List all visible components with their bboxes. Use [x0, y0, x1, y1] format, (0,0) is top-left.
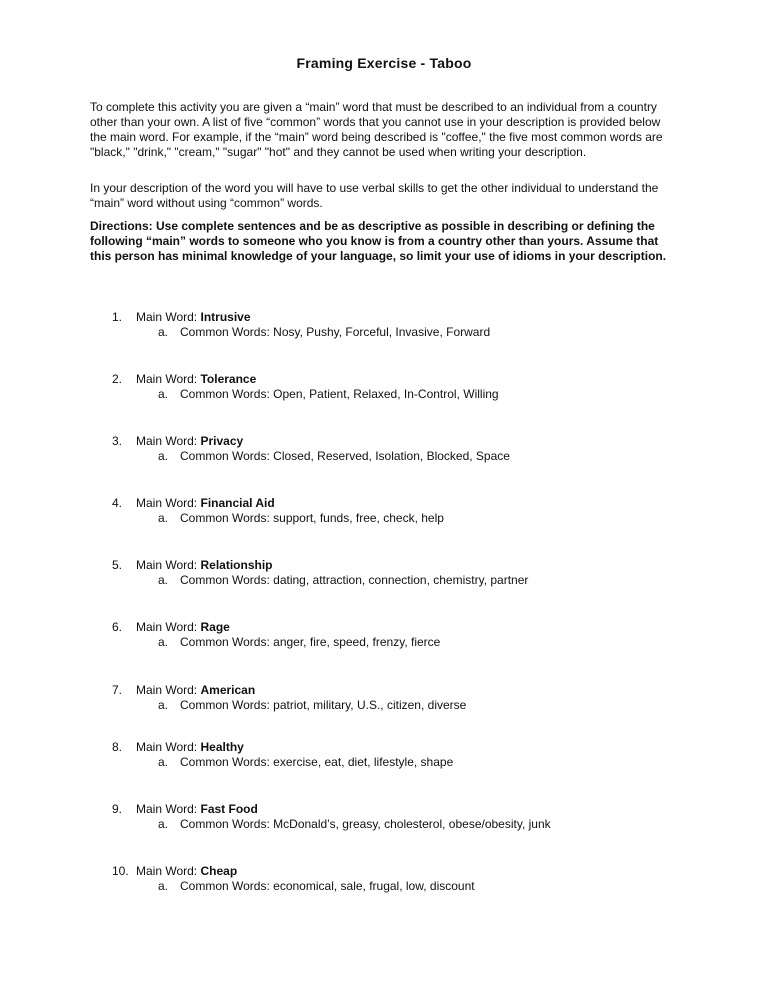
main-word-prefix: Main Word:	[136, 620, 198, 634]
common-words-prefix: Common Words:	[180, 755, 270, 769]
main-word-line	[136, 683, 255, 698]
main-word-prefix: Main Word:	[136, 310, 198, 324]
main-word: Intrusive	[200, 310, 251, 324]
common-words-line	[158, 573, 528, 588]
main-word: Tolerance	[200, 372, 257, 386]
common-words-line	[158, 449, 510, 464]
main-word-line	[136, 620, 230, 635]
sub-letter: a.	[158, 387, 169, 401]
item-number: 1.	[112, 310, 123, 324]
item-number: 7.	[112, 683, 123, 697]
item-number: 4.	[112, 496, 123, 510]
common-words: Open, Patient, Relaxed, In-Control, Willing	[273, 387, 499, 401]
main-word: American	[200, 683, 256, 697]
common-words: Closed, Reserved, Isolation, Blocked, Space	[273, 449, 510, 463]
common-words-line	[158, 879, 475, 894]
main-word: Financial Aid	[200, 496, 275, 510]
common-words-line	[158, 635, 440, 650]
main-word: Cheap	[200, 864, 238, 878]
common-words-line	[158, 698, 466, 713]
common-words: dating, attraction, connection, chemistry, partner	[273, 573, 529, 587]
sub-letter: a.	[158, 635, 169, 649]
common-words-line	[158, 755, 453, 770]
common-words-line	[158, 817, 551, 832]
main-word: Privacy	[200, 434, 244, 448]
common-words: support, funds, free, check, help	[273, 511, 444, 525]
common-words-prefix: Common Words:	[180, 698, 270, 712]
item-number: 8.	[112, 740, 123, 754]
common-words-line	[158, 387, 499, 402]
second-paragraph: In your description of the word you will have to use verbal skills to get the other individual to understand the “main” word without using “common” words.	[90, 181, 659, 210]
common-words: McDonald’s, greasy, cholesterol, obese/obesity, junk	[273, 817, 551, 831]
common-words-line	[158, 511, 444, 526]
common-words-prefix: Common Words:	[180, 879, 270, 893]
common-words: anger, fire, speed, frenzy, fierce	[273, 635, 441, 649]
item-number: 6.	[112, 620, 123, 634]
main-word-prefix: Main Word:	[136, 683, 198, 697]
main-word: Relationship	[200, 558, 273, 572]
common-words-prefix: Common Words:	[180, 573, 270, 587]
common-words-line	[158, 325, 490, 340]
sub-letter: a.	[158, 755, 169, 769]
sub-letter: a.	[158, 879, 169, 893]
sub-letter: a.	[158, 511, 169, 525]
main-word-prefix: Main Word:	[136, 372, 198, 386]
main-word: Healthy	[200, 740, 244, 754]
common-words-prefix: Common Words:	[180, 511, 270, 525]
main-word-line	[136, 434, 243, 449]
common-words-prefix: Common Words:	[180, 387, 270, 401]
sub-letter: a.	[158, 698, 169, 712]
main-word-prefix: Main Word:	[136, 802, 198, 816]
main-word-line	[136, 496, 275, 511]
main-word-line	[136, 864, 237, 879]
intro-paragraph: To complete this activity you are given a “main” word that must be described to an individual from a country other than your own. A list of five “common” words that you cannot use in your description is provided below the main word. For example, if the “main” word being described is "coffee," the five most common words are "black," "drink," "cream," "sugar" "hot" and they cannot be used when writing your description.	[90, 100, 663, 159]
main-word-line	[136, 802, 258, 817]
main-word: Rage	[200, 620, 230, 634]
sub-letter: a.	[158, 325, 169, 339]
main-word-line	[136, 310, 251, 325]
main-word-prefix: Main Word:	[136, 864, 198, 878]
main-word-line	[136, 740, 244, 755]
common-words-prefix: Common Words:	[180, 817, 270, 831]
common-words: economical, sale, frugal, low, discount	[273, 879, 475, 893]
sub-letter: a.	[158, 573, 169, 587]
main-word-prefix: Main Word:	[136, 434, 198, 448]
sub-letter: a.	[158, 449, 169, 463]
directions-paragraph: Directions: Use complete sentences and be as descriptive as possible in describing or defining the following “main” words to someone who you know is from a country other than yours. Assume that this person has minimal knowledge of your language, so limit your use of idioms in your description.	[90, 219, 667, 263]
main-word-prefix: Main Word:	[136, 558, 198, 572]
common-words: Nosy, Pushy, Forceful, Invasive, Forward	[273, 325, 491, 339]
main-word-line	[136, 558, 273, 573]
item-number: 5.	[112, 558, 123, 572]
common-words-prefix: Common Words:	[180, 635, 270, 649]
main-word: Fast Food	[200, 802, 258, 816]
main-word-line	[136, 372, 256, 387]
main-word-prefix: Main Word:	[136, 496, 198, 510]
item-number: 9.	[112, 802, 123, 816]
common-words-prefix: Common Words:	[180, 325, 270, 339]
item-number: 10.	[112, 864, 129, 878]
item-number: 3.	[112, 434, 123, 448]
main-word-prefix: Main Word:	[136, 740, 198, 754]
page-title: Framing Exercise - Taboo	[296, 55, 472, 71]
common-words-prefix: Common Words:	[180, 449, 270, 463]
sub-letter: a.	[158, 817, 169, 831]
common-words: exercise, eat, diet, lifestyle, shape	[273, 755, 454, 769]
common-words: patriot, military, U.S., citizen, diverse	[273, 698, 467, 712]
item-number: 2.	[112, 372, 123, 386]
